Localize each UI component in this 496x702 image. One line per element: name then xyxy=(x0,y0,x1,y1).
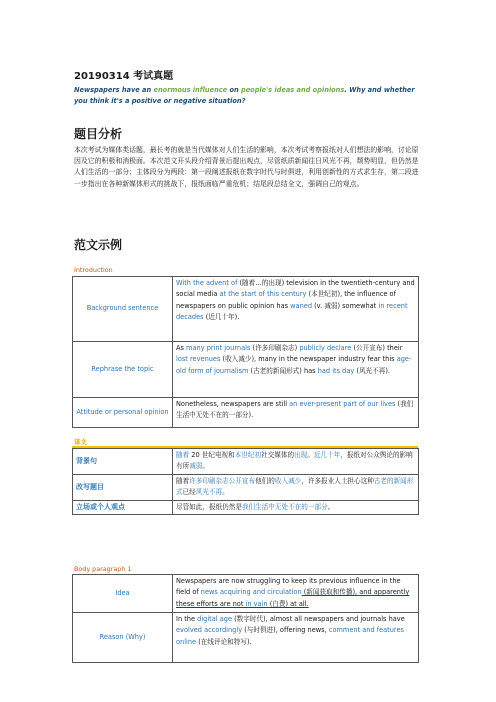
exam-question: Newspapers have an enormous influence on people's ideas and opinions. Why and whether you think it's a positive or negative situation? xyxy=(74,86,415,105)
row-label: Attitude or personal opinion xyxy=(73,398,173,428)
sample-heading: 范文示例 xyxy=(74,238,123,252)
row-label: 立场或个人观点 xyxy=(73,500,173,514)
section-label-translation: 译文 xyxy=(74,438,87,446)
row-content: 尽管如此，报纸仍然是我们生活中无处不在的一部分。 xyxy=(173,500,419,514)
row-content: As many print journals (许多印刷杂志) publicly declare (公开宣布) their lost revenues (收入减少), many in the newspaper industry fear this age-old form of journalism (古老的新闻形式) has had its day (风光不再). xyxy=(173,342,419,398)
row-content: In the digital age (数字时代), almost all newspapers and journals have evolved accordingly (与时俱进), offering news, comment and features online (在线评论和特写). xyxy=(173,613,419,663)
table-row xyxy=(73,613,419,663)
body-paragraph-1-table xyxy=(72,574,419,663)
row-content: 随着许多印刷杂志公开宣布他们的收入减少，许多报业人士担心这种古老的新闻形式已经风光不再。 xyxy=(173,474,419,500)
page-title: 20190314 考试真题 xyxy=(74,71,174,82)
row-label: 背景句 xyxy=(73,449,173,475)
table-row xyxy=(73,277,419,342)
row-label: Idea xyxy=(73,575,173,613)
table-row xyxy=(73,474,419,500)
table-row xyxy=(73,398,419,428)
introduction-table xyxy=(72,276,419,428)
table-row xyxy=(73,449,419,475)
analysis-paragraph: 本次考试为媒体类话题，最长考的就是当代媒体对人们生活的影响，本次考试考察报纸对人们想法的影响，讨论原因及它的积极和消极面。本次范文开头段介绍背景后提出观点，尽管纸质新闻往日风光不再，颓势明显，但仍然是人们生活的一部分；主体段分为两段：第一段阐述报纸在数字时代与时俱进，利用创新性的方式求生存，第二段进一步指出在各种新媒体形式的挑战下，报纸面临严重危机；结尾段总结全文，强调自己的观点。 xyxy=(74,146,419,188)
row-content: Newspapers are now struggling to keep its previous influence in the field of news acquiring and circulation (新闻获取和传播), and apparently these efforts are not in vain (白费) at all. xyxy=(173,575,419,613)
row-content: With the advent of (随着…的出现) television in the twentieth-century and social media at the start of this century (本世纪初), the influence of newspapers on public opinion has waned (v. 减弱) somewhat in recent decades (近几十年). xyxy=(173,277,419,342)
table-row xyxy=(73,500,419,514)
row-label: 改写题目 xyxy=(73,474,173,500)
row-label: Background sentence xyxy=(73,277,173,342)
row-label: Reason (Why) xyxy=(73,613,173,663)
row-content: Nonetheless, newspapers are still an ever-present part of our lives (我们生活中无处不在的一部分). xyxy=(173,398,419,428)
section-label-introduction: Introduction xyxy=(74,266,113,274)
row-content: 随着 20 世纪电视和本世纪初社交媒体的出现。近几十年，报纸对公众舆论的影响有所减弱。 xyxy=(173,449,419,475)
table-row xyxy=(73,575,419,613)
translation-table xyxy=(72,448,419,515)
analysis-heading: 题目分析 xyxy=(74,127,123,141)
row-label: Rephrase the topic xyxy=(73,342,173,398)
table-row xyxy=(73,342,419,398)
section-label-body-paragraph-1: Body paragraph 1 xyxy=(74,565,132,573)
